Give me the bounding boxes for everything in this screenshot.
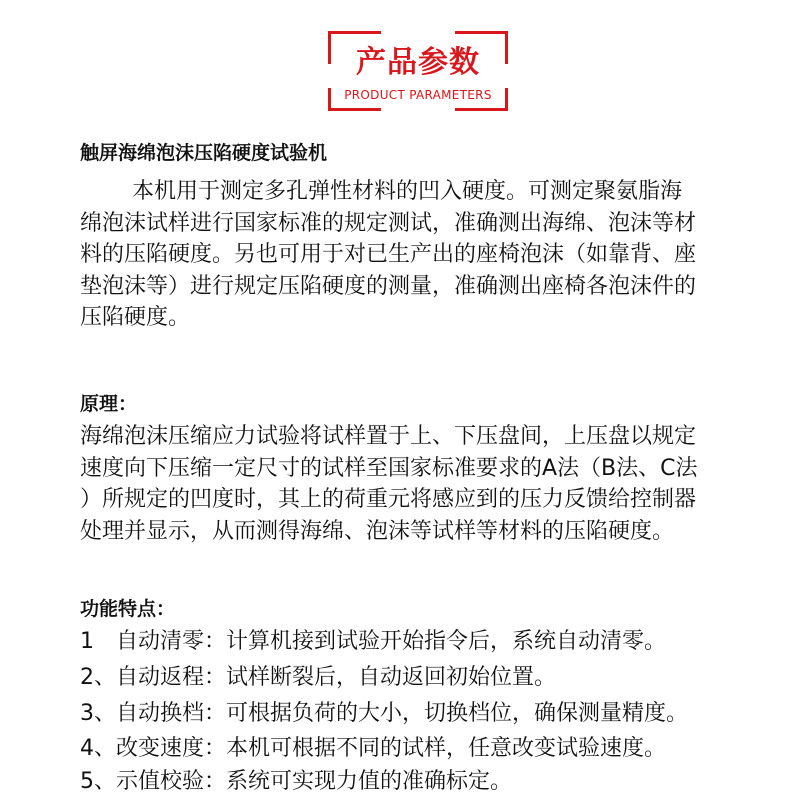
- principle-line: ）所规定的凹度时，其上的荷重元将感应到的压力反馈给控制器: [80, 487, 697, 512]
- section-title-box: [328, 31, 508, 111]
- feature-item: [80, 698, 688, 729]
- principle-text: [80, 421, 770, 547]
- principle-line: 海绵泡沫压缩应力试验将试样置于上、下压盘间，上压盘以规定: [80, 424, 697, 449]
- feature-item: [80, 766, 512, 797]
- section-title-en: PRODUCT PARAMETERS: [344, 88, 492, 102]
- feature-text: 示值校验：系统可实现力值的准确标定。: [116, 769, 513, 794]
- feature-text: 改变速度：本机可根据不同的试样，任意改变试验速度。: [116, 736, 667, 761]
- feature-text: 自动换档：可根据负荷的大小，切换档位，确保测量精度。: [116, 701, 689, 726]
- principle-heading: 原理：: [80, 393, 138, 415]
- feature-number: 2、: [80, 665, 116, 690]
- feature-item: [80, 662, 556, 693]
- feature-text: 自动清零：计算机接到试验开始指令后，系统自动清零。: [116, 629, 667, 654]
- feature-text: 自动返程：试样断裂后，自动返回初始位置。: [116, 665, 557, 690]
- feature-item: [80, 626, 666, 657]
- description-line: 料的压陷硬度。另也可用于对已生产出的座椅泡沫（如靠背、座: [80, 242, 697, 267]
- description-line: 垫泡沫等）进行规定压陷硬度的测量，准确测出座椅各泡沫件的: [80, 273, 697, 299]
- description-line: 本机用于测定多孔弹性材料的凹入硬度。可测定聚氨脂海: [132, 179, 683, 204]
- description-line: 压陷硬度。: [80, 305, 191, 330]
- product-description: [80, 176, 770, 334]
- principle-line: 速度向下压缩一定尺寸的试样至国家标准要求的A法（B法、C法: [80, 455, 698, 481]
- section-title-cn: 产品参数: [356, 45, 480, 80]
- feature-number: 5、: [80, 769, 116, 794]
- product-name: 触屏海绵泡沫压陷硬度试验机: [80, 142, 328, 164]
- description-line: 绵泡沫试样进行国家标准的规定测试，准确测出海绵、泡沫等材: [80, 210, 697, 236]
- feature-number: 4、: [80, 736, 116, 761]
- feature-number: 3、: [80, 701, 116, 726]
- feature-item: [80, 733, 666, 764]
- feature-number: 1: [80, 629, 94, 654]
- principle-line: 处理并显示，从而测得海绵、泡沫等试样等材料的压陷硬度。: [80, 518, 675, 544]
- features-heading: 功能特点：: [80, 598, 176, 620]
